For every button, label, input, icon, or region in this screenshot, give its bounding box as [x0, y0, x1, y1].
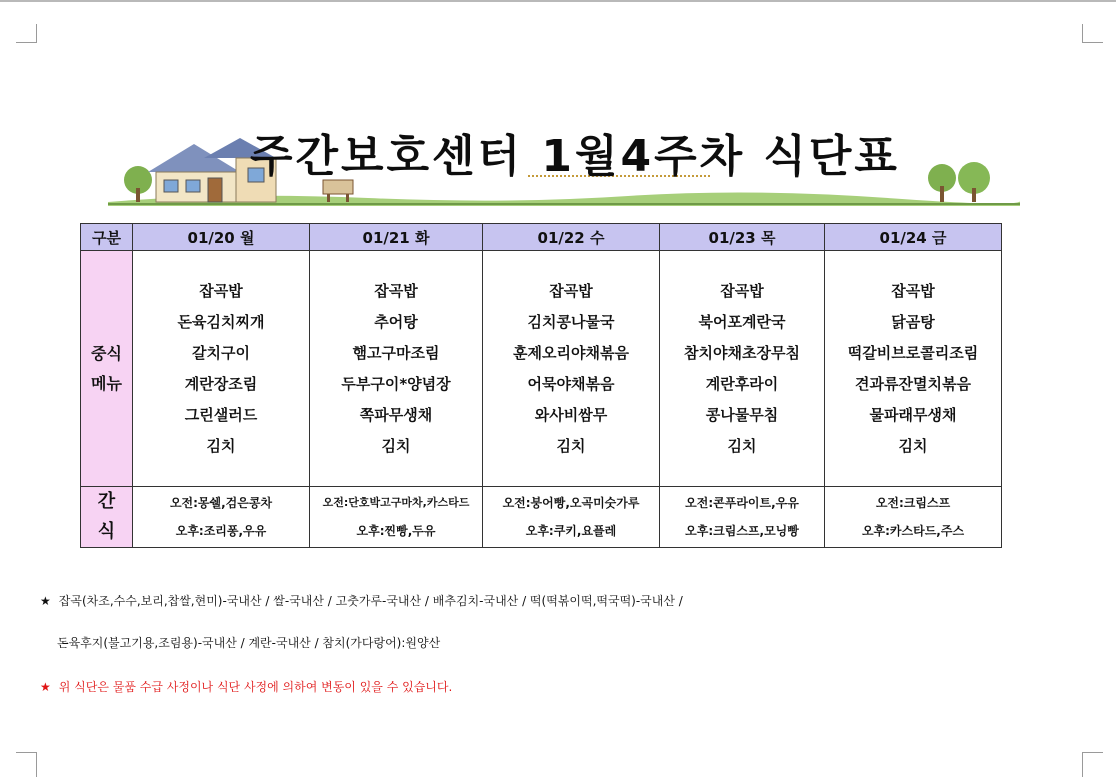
dish: 물파래무생채 [869, 405, 957, 424]
header-day-tue: 01/21 화 [310, 224, 483, 251]
origin-note-line1 [40, 592, 683, 609]
dish: 햄고구마조림 [352, 343, 440, 362]
dish: 참치야채초장무침 [684, 343, 800, 362]
dish: 갈치구이 [192, 343, 250, 362]
snack-cell-tue [310, 487, 483, 548]
header-category: 구분 [81, 224, 133, 251]
snack-am: 오전:콘푸라이트,우유 [685, 496, 799, 510]
dish: 콩나물무침 [705, 405, 779, 424]
dish: 닭곰탕 [891, 312, 935, 331]
crop-mark-top-right [1082, 24, 1103, 43]
dish: 잡곡밥 [891, 281, 935, 300]
star-icon: ★ [40, 680, 51, 694]
dish: 김치 [206, 436, 236, 455]
table-header-row [81, 224, 1002, 251]
dish: 견과류잔멸치볶음 [855, 374, 971, 393]
crop-mark-bottom-right [1082, 752, 1103, 777]
header-day-wed: 01/22 수 [483, 224, 660, 251]
category-lunch-line2: 메뉴 [91, 373, 122, 393]
snack-pm: 오후:카스타드,주스 [861, 524, 965, 538]
snack-am: 오전:단호박고구마차,카스타드 [322, 496, 470, 509]
star-icon: ★ [40, 594, 51, 608]
dish: 추어탕 [374, 312, 418, 331]
dish: 김치 [381, 436, 411, 455]
top-rule [0, 0, 1116, 2]
change-warning-text: 위 식단은 물품 수급 사정이나 식단 사정에 의하여 변동이 있을 수 있습니다. [58, 680, 453, 694]
lunch-cell-thu [660, 251, 825, 487]
snack-am: 오전:몽쉘,검은콩차 [169, 496, 273, 510]
weekly-menu-table [80, 223, 1002, 548]
dish: 잡곡밥 [720, 281, 764, 300]
snack-am: 오전:크림스프 [875, 496, 951, 510]
dish: 잡곡밥 [199, 281, 243, 300]
category-lunch [81, 251, 133, 487]
snack-row [81, 487, 1002, 548]
category-lunch-line1: 중식 [91, 343, 122, 363]
dish: 김치 [898, 436, 928, 455]
lunch-cell-fri [825, 251, 1002, 487]
snack-cell-fri [825, 487, 1002, 548]
category-snack-line1: 간 [97, 491, 116, 512]
snack-pm: 오후:찐빵,두유 [356, 524, 436, 538]
snack-cell-mon [133, 487, 310, 548]
dish: 김치콩나물국 [527, 312, 615, 331]
snack-cell-thu [660, 487, 825, 548]
category-snack [81, 487, 133, 548]
lunch-row [81, 251, 1002, 487]
dish: 두부구이*양념장 [341, 374, 451, 393]
snack-cell-wed [483, 487, 660, 548]
header-day-fri: 01/24 금 [825, 224, 1002, 251]
dish: 잡곡밥 [549, 281, 593, 300]
lunch-cell-tue [310, 251, 483, 487]
crop-mark-top-left [16, 24, 37, 43]
dish: 와사비쌈무 [534, 405, 608, 424]
dish: 북어포계란국 [698, 312, 786, 331]
dish: 계란장조림 [184, 374, 258, 393]
dish: 훈제오리야채볶음 [513, 343, 629, 362]
header-day-thu: 01/23 목 [660, 224, 825, 251]
lunch-cell-mon [133, 251, 310, 487]
lunch-cell-wed [483, 251, 660, 487]
dish: 쪽파무생채 [359, 405, 433, 424]
dish: 잡곡밥 [374, 281, 418, 300]
dish: 김치 [727, 436, 757, 455]
page-title: 주간보호센터 1월4주차 식단표 [250, 131, 900, 182]
origin-note-text1: 잡곡(차조,수수,보리,찹쌀,현미)-국내산 / 쌀-국내산 / 고춧가루-국내산 / 배추김치-국내산 / 떡(떡볶이떡,떡국떡)-국내산 / [58, 594, 683, 608]
snack-am: 오전:붕어빵,오곡미숫가루 [502, 496, 640, 510]
dish: 떡갈비브로콜리조림 [847, 343, 979, 362]
dish: 그린샐러드 [184, 405, 258, 424]
origin-note-line2: 돈육후지(불고기용,조림용)-국내산 / 계란-국내산 / 참치(가다랑어):원양산 [57, 636, 441, 650]
snack-pm: 오후:크림스프,모닝빵 [685, 524, 799, 538]
category-snack-line2: 식 [97, 521, 116, 542]
dish: 어묵야채볶음 [527, 374, 615, 393]
dish: 계란후라이 [705, 374, 779, 393]
snack-pm: 오후:조리퐁,우유 [175, 524, 267, 538]
change-warning-note [40, 678, 452, 695]
snack-pm: 오후:쿠키,요플레 [525, 524, 617, 538]
crop-mark-bottom-left [16, 752, 37, 777]
dish: 돈육김치찌개 [177, 312, 265, 331]
dish: 김치 [556, 436, 586, 455]
header-day-mon: 01/20 월 [133, 224, 310, 251]
